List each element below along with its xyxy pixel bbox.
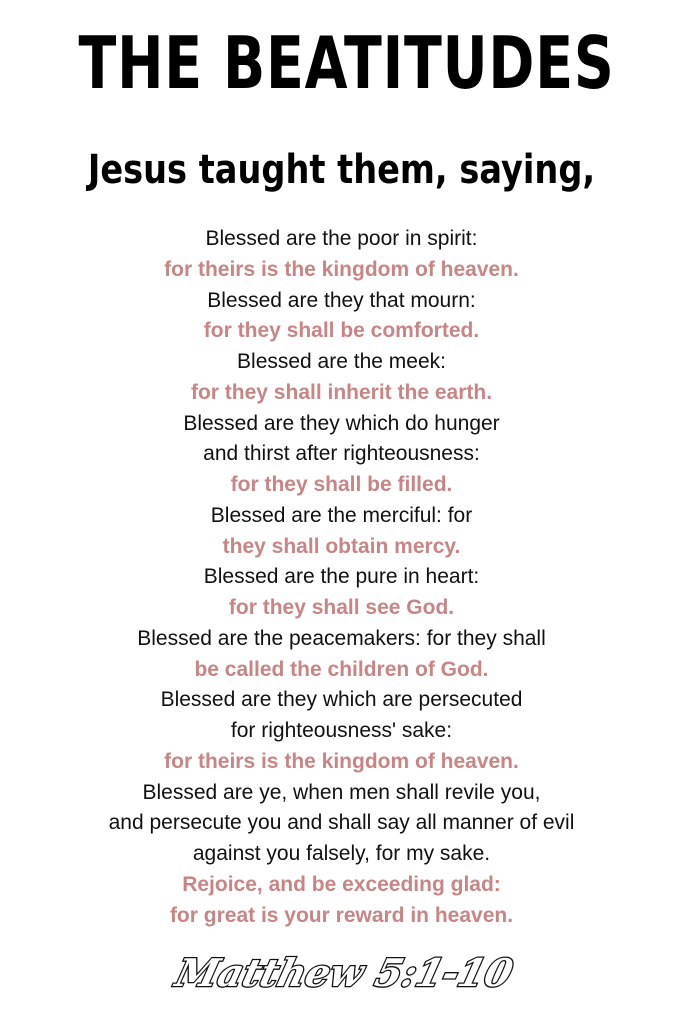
verse-promise-line: they shall obtain mercy. bbox=[222, 534, 461, 558]
reference-text: Matthew 5:1-10 bbox=[171, 951, 518, 996]
verse-line: Blessed are they which are persecuted bbox=[160, 688, 523, 712]
page-title: THE BEATITUDES bbox=[78, 21, 615, 105]
verse-line: against you falsely, for my sake. bbox=[192, 842, 491, 865]
verse-promise-line: for theirs is the kingdom of heaven. bbox=[164, 257, 519, 281]
verse-line: and thirst after righteousness: bbox=[203, 442, 480, 466]
subtitle: Jesus taught them, saying, bbox=[87, 147, 596, 193]
verse-line: Blessed are they that mourn: bbox=[207, 288, 476, 312]
verse-line: Blessed are ye, when men shall revile you, bbox=[142, 780, 541, 804]
verse-promise-line: for they shall be filled. bbox=[230, 473, 453, 496]
verse-line: for righteousness' sake: bbox=[230, 719, 453, 742]
verse-promise-line: for theirs is the kingdom of heaven. bbox=[164, 749, 519, 773]
verse-promise-line: for they shall inherit the earth. bbox=[190, 380, 493, 404]
verse-line: Blessed are the merciful: for bbox=[210, 503, 473, 527]
reference-script bbox=[0, 944, 683, 1004]
scripture-reference bbox=[0, 944, 683, 1004]
verse-promise-line: Rejoice, and be exceeding glad: bbox=[182, 872, 501, 896]
verse-promise-line: for great is your reward in heaven. bbox=[169, 903, 514, 927]
verse-promise-line: be called the children of God. bbox=[194, 657, 489, 681]
verse-line: Blessed are the meek: bbox=[237, 350, 446, 373]
verse-line: Blessed are the pure in heart: bbox=[203, 565, 480, 589]
verse-line: Blessed are the poor in spirit: bbox=[205, 227, 478, 250]
verse-line: and persecute you and shall say all manner of evil bbox=[108, 811, 575, 835]
verse-list bbox=[0, 224, 683, 931]
verse-line: Blessed are they which do hunger bbox=[183, 411, 500, 435]
verse-line: Blessed are the peacemakers: for they shall bbox=[137, 626, 546, 650]
verse-promise-line: for they shall see God. bbox=[228, 596, 455, 619]
verse-promise-line: for they shall be comforted. bbox=[203, 319, 480, 343]
